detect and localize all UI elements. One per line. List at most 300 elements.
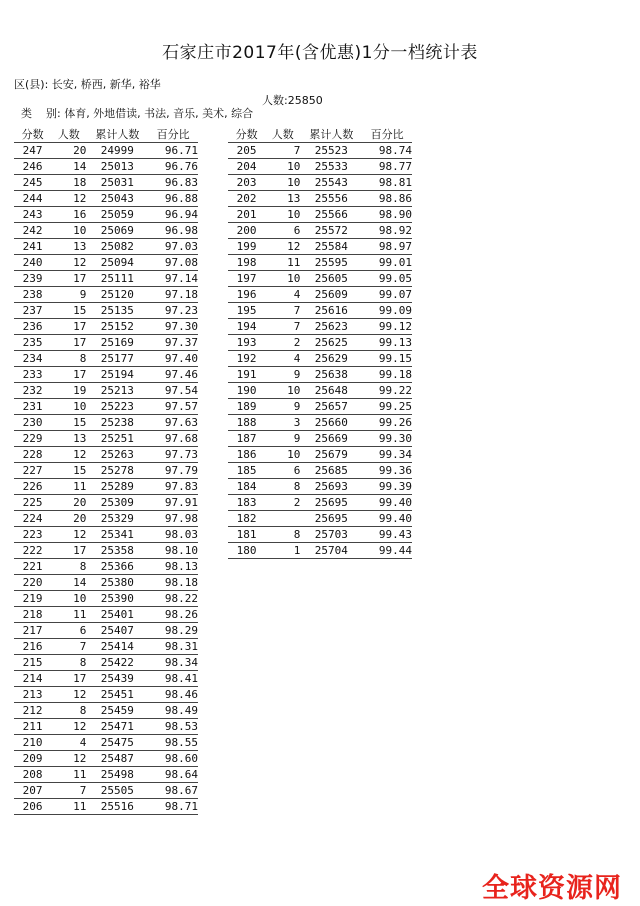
- cell-percent: 98.34: [148, 655, 198, 671]
- cell-percent: 99.12: [362, 319, 412, 335]
- cell-percent: 97.57: [148, 399, 198, 415]
- table-row: [228, 367, 412, 383]
- cell-cumulative: 25278: [86, 463, 148, 479]
- cell-percent: 97.03: [148, 239, 198, 255]
- cell-count: 15: [51, 415, 86, 431]
- cell-cumulative: 25390: [86, 591, 148, 607]
- cell-score: 194: [228, 319, 265, 335]
- cell-score: 239: [14, 271, 51, 287]
- cell-score: 196: [228, 287, 265, 303]
- table-row: [228, 495, 412, 511]
- cell-percent: 98.31: [148, 639, 198, 655]
- table-row: [14, 255, 198, 271]
- cell-score: 198: [228, 255, 265, 271]
- cell-count: 17: [51, 671, 86, 687]
- cell-score: 191: [228, 367, 265, 383]
- table-row: [228, 271, 412, 287]
- cell-score: 211: [14, 719, 51, 735]
- cell-score: 246: [14, 159, 51, 175]
- cell-percent: 97.98: [148, 511, 198, 527]
- cell-score: 221: [14, 559, 51, 575]
- cell-count: 8: [51, 703, 86, 719]
- cell-score: 223: [14, 527, 51, 543]
- table-row: [14, 335, 198, 351]
- cell-score: 212: [14, 703, 51, 719]
- cell-cumulative: 25401: [86, 607, 148, 623]
- cell-count: 8: [51, 655, 86, 671]
- cell-count: 11: [51, 767, 86, 783]
- cell-cumulative: 25422: [86, 655, 148, 671]
- cell-percent: 97.30: [148, 319, 198, 335]
- table-row: [14, 719, 198, 735]
- cell-count: 10: [51, 591, 86, 607]
- cell-cumulative: 25695: [300, 495, 362, 511]
- table-row: [228, 543, 412, 559]
- table-row: [228, 463, 412, 479]
- cell-count: 13: [51, 431, 86, 447]
- cell-cumulative: 25238: [86, 415, 148, 431]
- cell-cumulative: 25648: [300, 383, 362, 399]
- cell-percent: 98.67: [148, 783, 198, 799]
- category-text: 类 别: 体育, 外地借读, 书法, 音乐, 美术, 综合: [21, 107, 254, 120]
- cell-count: 12: [51, 751, 86, 767]
- cell-cumulative: 25629: [300, 351, 362, 367]
- cell-score: 225: [14, 495, 51, 511]
- cell-count: 12: [51, 255, 86, 271]
- cell-score: 234: [14, 351, 51, 367]
- cell-score: 227: [14, 463, 51, 479]
- cell-cumulative: 25289: [86, 479, 148, 495]
- cell-score: 186: [228, 447, 265, 463]
- cell-score: 219: [14, 591, 51, 607]
- cell-score: 208: [14, 767, 51, 783]
- cell-cumulative: 25251: [86, 431, 148, 447]
- cell-percent: 99.01: [362, 255, 412, 271]
- cell-score: 195: [228, 303, 265, 319]
- table-row: [228, 335, 412, 351]
- cell-count: 2: [265, 335, 300, 351]
- table-row: [228, 191, 412, 207]
- table-row: [228, 207, 412, 223]
- cell-cumulative: 25194: [86, 367, 148, 383]
- cell-cumulative: 25605: [300, 271, 362, 287]
- header-count: 人数: [51, 126, 86, 143]
- cell-score: 213: [14, 687, 51, 703]
- cell-percent: 99.44: [362, 543, 412, 559]
- cell-count: 10: [265, 447, 300, 463]
- cell-cumulative: 25439: [86, 671, 148, 687]
- cell-percent: 98.46: [148, 687, 198, 703]
- table-row: [14, 367, 198, 383]
- cell-score: 183: [228, 495, 265, 511]
- cell-percent: 99.39: [362, 479, 412, 495]
- cell-percent: 96.83: [148, 175, 198, 191]
- cell-count: 4: [265, 287, 300, 303]
- cell-cumulative: 25223: [86, 399, 148, 415]
- cell-percent: 96.76: [148, 159, 198, 175]
- cell-percent: 98.81: [362, 175, 412, 191]
- cell-cumulative: 24999: [86, 143, 148, 159]
- cell-score: 222: [14, 543, 51, 559]
- cell-count: 20: [51, 143, 86, 159]
- score-table-left: [14, 126, 198, 815]
- cell-count: 17: [51, 319, 86, 335]
- cell-score: 205: [228, 143, 265, 159]
- cell-cumulative: 25169: [86, 335, 148, 351]
- cell-cumulative: 25380: [86, 575, 148, 591]
- cell-score: 242: [14, 223, 51, 239]
- cell-cumulative: 25556: [300, 191, 362, 207]
- cell-percent: 99.05: [362, 271, 412, 287]
- table-row: [228, 527, 412, 543]
- cell-cumulative: 25638: [300, 367, 362, 383]
- cell-count: 11: [51, 607, 86, 623]
- cell-count: 17: [51, 271, 86, 287]
- table-header-row: [228, 126, 412, 143]
- table-row: [228, 319, 412, 335]
- table-row: [14, 159, 198, 175]
- header-cumulative: 累计人数: [300, 126, 362, 143]
- table-row: [228, 351, 412, 367]
- cell-percent: 99.30: [362, 431, 412, 447]
- table-row: [14, 383, 198, 399]
- cell-percent: 96.98: [148, 223, 198, 239]
- table-row: [14, 207, 198, 223]
- cell-score: 206: [14, 799, 51, 815]
- cell-score: 247: [14, 143, 51, 159]
- cell-score: 181: [228, 527, 265, 543]
- cell-score: 204: [228, 159, 265, 175]
- cell-percent: 97.08: [148, 255, 198, 271]
- table-row: [14, 591, 198, 607]
- cell-score: 185: [228, 463, 265, 479]
- cell-score: 241: [14, 239, 51, 255]
- table-row: [14, 191, 198, 207]
- cell-percent: 98.49: [148, 703, 198, 719]
- cell-cumulative: 25358: [86, 543, 148, 559]
- cell-percent: 99.18: [362, 367, 412, 383]
- cell-cumulative: 25703: [300, 527, 362, 543]
- cell-count: 10: [265, 175, 300, 191]
- table-row: [14, 271, 198, 287]
- cell-count: 11: [51, 479, 86, 495]
- table-row: [228, 447, 412, 463]
- cell-score: 182: [228, 511, 265, 527]
- cell-score: 216: [14, 639, 51, 655]
- cell-count: 15: [51, 463, 86, 479]
- cell-percent: 98.97: [362, 239, 412, 255]
- cell-percent: 99.40: [362, 495, 412, 511]
- cell-percent: 96.71: [148, 143, 198, 159]
- cell-percent: 97.63: [148, 415, 198, 431]
- table-row: [14, 671, 198, 687]
- cell-percent: 97.37: [148, 335, 198, 351]
- cell-count: 10: [265, 207, 300, 223]
- cell-percent: 99.25: [362, 399, 412, 415]
- cell-percent: 98.18: [148, 575, 198, 591]
- cell-percent: 98.64: [148, 767, 198, 783]
- cell-cumulative: 25309: [86, 495, 148, 511]
- cell-percent: 97.18: [148, 287, 198, 303]
- cell-count: 13: [51, 239, 86, 255]
- table-row: [228, 239, 412, 255]
- cell-cumulative: 25366: [86, 559, 148, 575]
- cell-percent: 98.74: [362, 143, 412, 159]
- table-row: [14, 303, 198, 319]
- cell-cumulative: 25082: [86, 239, 148, 255]
- table-row: [14, 575, 198, 591]
- cell-percent: 97.40: [148, 351, 198, 367]
- cell-count: 9: [51, 287, 86, 303]
- cell-count: 18: [51, 175, 86, 191]
- cell-percent: 99.22: [362, 383, 412, 399]
- cell-count: 13: [265, 191, 300, 207]
- cell-count: 8: [265, 479, 300, 495]
- cell-percent: 97.79: [148, 463, 198, 479]
- cell-count: 8: [51, 559, 86, 575]
- cell-score: 220: [14, 575, 51, 591]
- cell-score: 207: [14, 783, 51, 799]
- header-count: 人数: [265, 126, 300, 143]
- cell-cumulative: 25679: [300, 447, 362, 463]
- cell-count: 2: [265, 495, 300, 511]
- cell-count: 10: [265, 159, 300, 175]
- cell-score: 236: [14, 319, 51, 335]
- cell-count: 9: [265, 431, 300, 447]
- cell-percent: 99.43: [362, 527, 412, 543]
- cell-score: 235: [14, 335, 51, 351]
- cell-score: 229: [14, 431, 51, 447]
- cell-cumulative: 25111: [86, 271, 148, 287]
- cell-score: 214: [14, 671, 51, 687]
- cell-cumulative: 25414: [86, 639, 148, 655]
- table-row: [228, 431, 412, 447]
- cell-score: 197: [228, 271, 265, 287]
- cell-count: 16: [51, 207, 86, 223]
- cell-percent: 99.13: [362, 335, 412, 351]
- cell-score: 215: [14, 655, 51, 671]
- table-row: [228, 143, 412, 159]
- cell-score: 217: [14, 623, 51, 639]
- cell-score: 237: [14, 303, 51, 319]
- cell-score: 187: [228, 431, 265, 447]
- cell-score: 228: [14, 447, 51, 463]
- cell-count: 20: [51, 495, 86, 511]
- cell-cumulative: 25094: [86, 255, 148, 271]
- table-row: [228, 415, 412, 431]
- table-row: [228, 479, 412, 495]
- cell-percent: 99.07: [362, 287, 412, 303]
- cell-cumulative: 25625: [300, 335, 362, 351]
- cell-cumulative: 25669: [300, 431, 362, 447]
- cell-percent: 98.29: [148, 623, 198, 639]
- table-row: [228, 223, 412, 239]
- table-row: [14, 655, 198, 671]
- table-row: [14, 639, 198, 655]
- table-row: [14, 767, 198, 783]
- cell-cumulative: 25471: [86, 719, 148, 735]
- cell-cumulative: 25031: [86, 175, 148, 191]
- cell-count: 12: [51, 447, 86, 463]
- table-row: [14, 703, 198, 719]
- cell-count: 8: [265, 527, 300, 543]
- cell-score: 244: [14, 191, 51, 207]
- cell-percent: 99.26: [362, 415, 412, 431]
- table-row: [228, 255, 412, 271]
- cell-count: 3: [265, 415, 300, 431]
- table-row: [14, 175, 198, 191]
- cell-percent: 98.86: [362, 191, 412, 207]
- table-row: [14, 223, 198, 239]
- cell-count: 4: [265, 351, 300, 367]
- table-row: [14, 447, 198, 463]
- cell-cumulative: 25043: [86, 191, 148, 207]
- cell-cumulative: 25616: [300, 303, 362, 319]
- cell-percent: 96.88: [148, 191, 198, 207]
- table-row: [14, 239, 198, 255]
- table-row: [14, 479, 198, 495]
- cell-score: 184: [228, 479, 265, 495]
- watermark-logo: 全球资源网: [482, 873, 622, 904]
- table-row: [14, 559, 198, 575]
- cell-cumulative: 25135: [86, 303, 148, 319]
- cell-count: 14: [51, 575, 86, 591]
- cell-percent: 98.60: [148, 751, 198, 767]
- cell-count: 4: [51, 735, 86, 751]
- table-row: [228, 159, 412, 175]
- cell-cumulative: 25177: [86, 351, 148, 367]
- table-row: [228, 303, 412, 319]
- cell-cumulative: 25013: [86, 159, 148, 175]
- table-row: [228, 399, 412, 415]
- cell-cumulative: 25595: [300, 255, 362, 271]
- cell-cumulative: 25407: [86, 623, 148, 639]
- cell-count: 7: [265, 143, 300, 159]
- cell-count: 17: [51, 543, 86, 559]
- cell-cumulative: 25341: [86, 527, 148, 543]
- table-row: [14, 607, 198, 623]
- cell-cumulative: 25693: [300, 479, 362, 495]
- cell-cumulative: 25572: [300, 223, 362, 239]
- cell-score: 230: [14, 415, 51, 431]
- cell-percent: 97.14: [148, 271, 198, 287]
- cell-cumulative: 25059: [86, 207, 148, 223]
- cell-cumulative: 25609: [300, 287, 362, 303]
- cell-score: 218: [14, 607, 51, 623]
- page-title: 石家庄市2017年(含优惠)1分一档统计表: [162, 43, 478, 63]
- cell-cumulative: 25120: [86, 287, 148, 303]
- cell-percent: 98.90: [362, 207, 412, 223]
- cell-score: 200: [228, 223, 265, 239]
- cell-cumulative: 25487: [86, 751, 148, 767]
- cell-score: 193: [228, 335, 265, 351]
- score-table-right: [228, 126, 412, 559]
- header-percent: 百分比: [362, 126, 412, 143]
- cell-score: 233: [14, 367, 51, 383]
- cell-percent: 99.40: [362, 511, 412, 527]
- cell-score: 180: [228, 543, 265, 559]
- cell-cumulative: 25584: [300, 239, 362, 255]
- cell-score: 190: [228, 383, 265, 399]
- cell-percent: 98.22: [148, 591, 198, 607]
- table-row: [14, 751, 198, 767]
- cell-score: 238: [14, 287, 51, 303]
- cell-score: 232: [14, 383, 51, 399]
- cell-count: 6: [265, 223, 300, 239]
- cell-count: 20: [51, 511, 86, 527]
- cell-score: 203: [228, 175, 265, 191]
- cell-percent: 99.15: [362, 351, 412, 367]
- table-row: [14, 783, 198, 799]
- cell-count: 9: [265, 399, 300, 415]
- cell-percent: 97.68: [148, 431, 198, 447]
- cell-percent: 97.46: [148, 367, 198, 383]
- cell-cumulative: 25623: [300, 319, 362, 335]
- cell-percent: 98.13: [148, 559, 198, 575]
- cell-cumulative: 25516: [86, 799, 148, 815]
- cell-count: 10: [265, 383, 300, 399]
- cell-count: 12: [265, 239, 300, 255]
- cell-count: 12: [51, 719, 86, 735]
- cell-cumulative: 25523: [300, 143, 362, 159]
- cell-score: 240: [14, 255, 51, 271]
- header-score: 分数: [228, 126, 265, 143]
- cell-percent: 97.23: [148, 303, 198, 319]
- cell-count: 14: [51, 159, 86, 175]
- header-score: 分数: [14, 126, 51, 143]
- table-row: [14, 415, 198, 431]
- table-row: [14, 735, 198, 751]
- cell-count: [265, 511, 300, 527]
- table-row: [14, 511, 198, 527]
- cell-count: 6: [265, 463, 300, 479]
- cell-cumulative: 25152: [86, 319, 148, 335]
- cell-count: 12: [51, 687, 86, 703]
- cell-count: 1: [265, 543, 300, 559]
- cell-score: 201: [228, 207, 265, 223]
- cell-count: 7: [51, 639, 86, 655]
- cell-cumulative: 25213: [86, 383, 148, 399]
- cell-count: 7: [265, 303, 300, 319]
- table-header-row: [14, 126, 198, 143]
- cell-score: 199: [228, 239, 265, 255]
- cell-count: 12: [51, 191, 86, 207]
- cell-percent: 97.54: [148, 383, 198, 399]
- cell-count: 15: [51, 303, 86, 319]
- cell-cumulative: 25498: [86, 767, 148, 783]
- cell-score: 210: [14, 735, 51, 751]
- cell-cumulative: 25069: [86, 223, 148, 239]
- table-row: [14, 799, 198, 815]
- header-cumulative: 累计人数: [86, 126, 148, 143]
- cell-percent: 98.77: [362, 159, 412, 175]
- cell-count: 11: [265, 255, 300, 271]
- cell-percent: 97.83: [148, 479, 198, 495]
- table-row: [14, 319, 198, 335]
- cell-percent: 98.92: [362, 223, 412, 239]
- table-row: [14, 623, 198, 639]
- cell-count: 11: [51, 799, 86, 815]
- cell-count: 10: [265, 271, 300, 287]
- cell-cumulative: 25566: [300, 207, 362, 223]
- cell-cumulative: 25459: [86, 703, 148, 719]
- cell-count: 8: [51, 351, 86, 367]
- cell-count: 17: [51, 367, 86, 383]
- cell-score: 245: [14, 175, 51, 191]
- cell-count: 17: [51, 335, 86, 351]
- cell-percent: 98.71: [148, 799, 198, 815]
- table-row: [14, 351, 198, 367]
